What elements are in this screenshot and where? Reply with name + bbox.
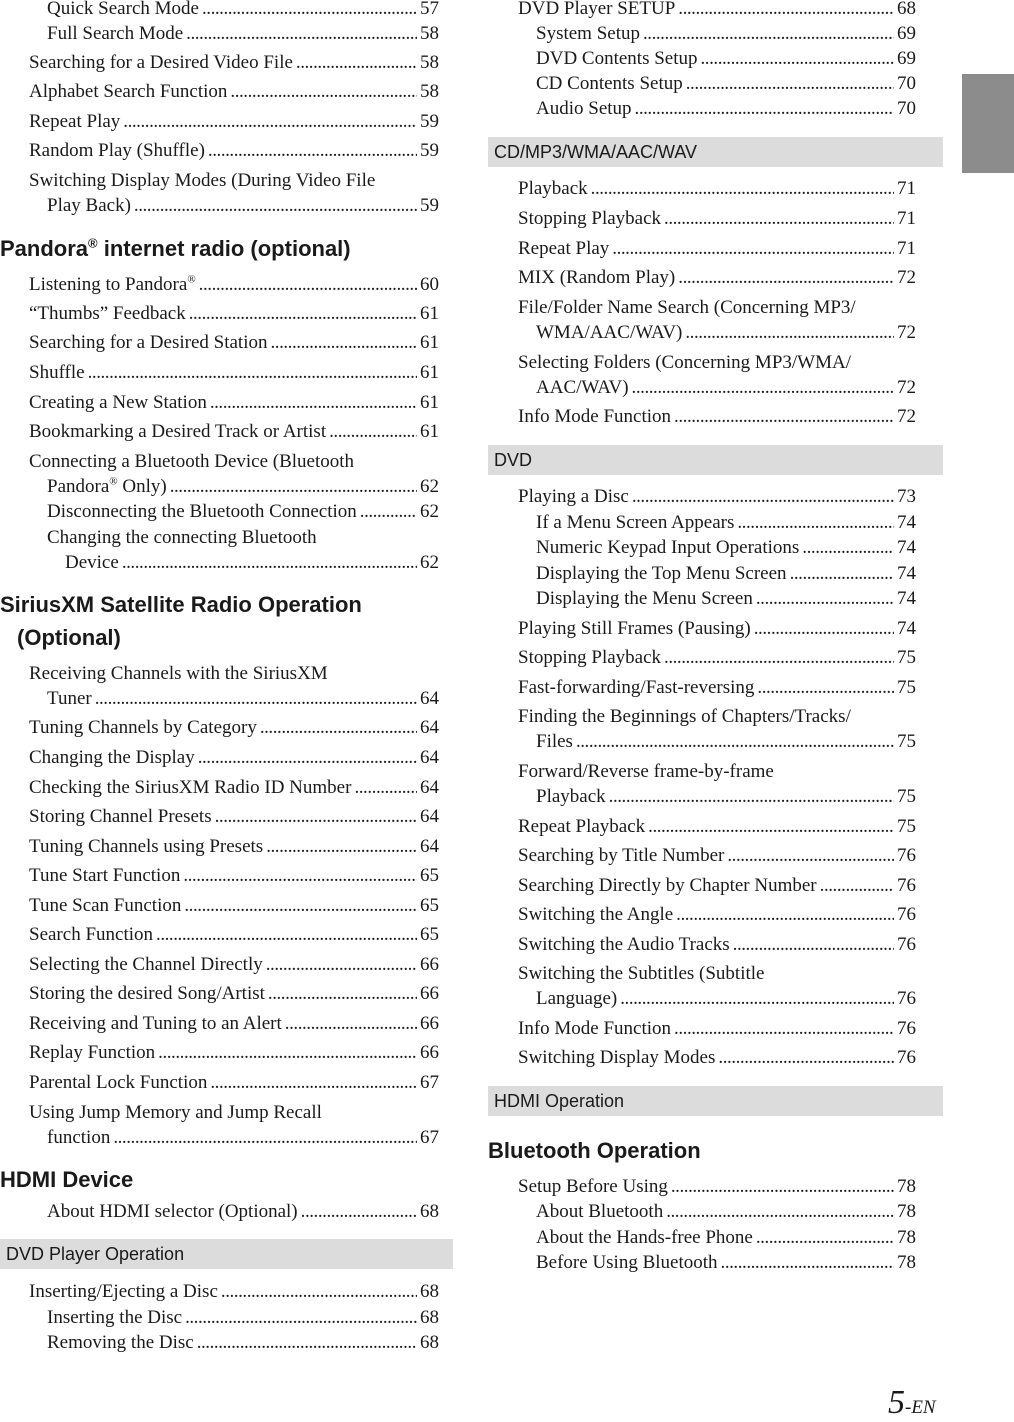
- toc-leader-dots: [123, 109, 417, 134]
- toc-leader-dots: [620, 986, 894, 1011]
- toc-entry-creating-a-new-station[interactable]: [29, 390, 439, 415]
- toc-entry-title: Searching for a Desired Station: [29, 332, 268, 353]
- toc-leader-dots: [170, 474, 417, 499]
- toc-page-number: 62: [420, 552, 439, 573]
- toc-entry-switching-display-modes[interactable]: [518, 1045, 916, 1070]
- toc-entry-title: Displaying the Top Menu Screen: [536, 563, 787, 584]
- toc-leader-dots: [329, 419, 417, 444]
- toc-leader-dots: [95, 686, 417, 711]
- toc-entry-title: Playing a Disc: [518, 486, 629, 507]
- toc-page-number: 65: [420, 924, 439, 945]
- toc-entry-title: Tune Scan Function: [29, 895, 182, 916]
- toc-entry-title: Info Mode Function: [518, 406, 672, 427]
- toc-leader-dots: [591, 176, 894, 201]
- toc-page-number: 62: [420, 501, 439, 522]
- toc-page-number: 74: [897, 537, 916, 558]
- toc-entry-title: “Thumbs” Feedback: [29, 303, 186, 324]
- toc-entry-title: Playing Still Frames (Pausing): [518, 618, 751, 639]
- toc-page-number: 76: [897, 988, 916, 1009]
- toc-entry-title: Storing the desired Song/Artist: [29, 983, 265, 1004]
- toc-entry-about-hdmi-selector-optional[interactable]: [47, 1199, 439, 1224]
- toc-page-number: 70: [897, 73, 916, 94]
- toc-leader-dots: [285, 1011, 417, 1036]
- toc-leader-dots: [612, 236, 894, 261]
- toc-entry-searching-for-a-desired-station[interactable]: [29, 330, 439, 355]
- toc-entry-repeat-play[interactable]: [518, 236, 916, 261]
- toc-page-number: 67: [420, 1072, 439, 1093]
- toc-leader-dots: [122, 550, 417, 575]
- toc-entry-play-back[interactable]: [47, 193, 439, 218]
- toc-entry-title: Switching the Audio Tracks: [518, 934, 730, 955]
- toc-entry-fast-forwarding-fast-reversing[interactable]: [518, 675, 916, 700]
- toc-entry-listening-to-pandora[interactable]: [29, 272, 439, 297]
- toc-entry-random-play-shuffle[interactable]: [29, 138, 439, 163]
- toc-entry-title: Removing the Disc: [47, 1332, 194, 1353]
- toc-entry-title: MIX (Random Play): [518, 267, 676, 288]
- toc-leader-dots: [790, 561, 894, 586]
- toc-page-number: 70: [897, 98, 916, 119]
- toc-entry-title: Tuning Channels by Category: [29, 717, 257, 738]
- toc-entry-displaying-the-menu-screen[interactable]: [536, 586, 916, 611]
- toc-entry-title: Setup Before Using: [518, 1176, 668, 1197]
- toc-leader-dots: [576, 729, 894, 754]
- toc-entry-inserting-the-disc[interactable]: [47, 1305, 439, 1330]
- toc-entry-search-function[interactable]: [29, 922, 439, 947]
- toc-page-number: 61: [420, 332, 439, 353]
- toc-entry-title: Displaying the Menu Screen: [536, 588, 753, 609]
- toc-leader-dots: [189, 301, 417, 326]
- toc-page-number: 73: [897, 486, 916, 507]
- toc-entry-title: Tuner: [47, 688, 92, 709]
- toc-leader-dots: [301, 1199, 417, 1224]
- toc-entry-full-search-mode[interactable]: [47, 21, 439, 46]
- toc-page-number: 71: [897, 238, 916, 259]
- toc-leader-dots: [756, 586, 894, 611]
- toc-entry-info-mode-function[interactable]: [518, 404, 916, 429]
- toc-page-number: 74: [897, 618, 916, 639]
- toc-entry-title: function: [47, 1127, 111, 1148]
- toc-entry-device[interactable]: [65, 550, 439, 575]
- toc-entry-title: Search Function: [29, 924, 154, 945]
- toc-entry-title: Numeric Keypad Input Operations: [536, 537, 800, 558]
- toc-page-number: 59: [420, 195, 439, 216]
- toc-leader-dots: [666, 1199, 894, 1224]
- toc-page-number: 64: [420, 777, 439, 798]
- toc-entry-title: About the Hands-free Phone: [536, 1227, 753, 1248]
- toc-page-number: 68: [897, 0, 916, 19]
- toc-entry-displaying-the-top-menu-screen[interactable]: [536, 561, 916, 586]
- toc-entry-title: Parental Lock Function: [29, 1072, 208, 1093]
- toc-entry-title: Searching Directly by Chapter Number: [518, 875, 817, 896]
- toc-leader-dots: [643, 21, 894, 46]
- toc-entry-title: If a Menu Screen Appears: [536, 512, 735, 533]
- toc-entry-switching-the-angle[interactable]: [518, 902, 916, 927]
- toc-entry-repeat-play[interactable]: [29, 109, 439, 134]
- toc-entry-system-setup[interactable]: [536, 21, 916, 46]
- toc-entry-title: Repeat Play: [518, 238, 610, 259]
- toc-leader-dots: [113, 1125, 417, 1150]
- toc-entry-title: Tuning Channels using Presets: [29, 836, 264, 857]
- toc-leader-dots: [210, 390, 417, 415]
- toc-page-number: 75: [897, 731, 916, 752]
- toc-page-number: 66: [420, 954, 439, 975]
- toc-page-number: 60: [420, 274, 439, 295]
- toc-leader-dots: [676, 902, 894, 927]
- toc-page-number: 69: [897, 48, 916, 69]
- toc-page-number: 76: [897, 845, 916, 866]
- toc-entry-title: DVD Player SETUP: [518, 0, 676, 19]
- toc-page-number: 76: [897, 875, 916, 896]
- toc-entry-title: Files: [536, 731, 573, 752]
- toc-entry-title: Listening to Pandora®: [29, 273, 196, 295]
- toc-page-number: 64: [420, 747, 439, 768]
- toc-leader-dots: [230, 79, 417, 104]
- toc-page-number: 66: [420, 1042, 439, 1063]
- toc-entry-quick-search-mode[interactable]: [47, 0, 439, 21]
- toc-entry-title: Audio Setup: [536, 98, 632, 119]
- toc-leader-dots: [674, 1016, 894, 1041]
- toc-entry-title: Playback: [518, 178, 588, 199]
- toc-entry-line: Changing the connecting Bluetooth: [47, 527, 317, 548]
- toc-page-number: 57: [420, 0, 439, 19]
- toc-entry-title: Full Search Mode: [47, 23, 184, 44]
- toc-entry-title: Stopping Playback: [518, 647, 662, 668]
- toc-entry-wma-aac-wav[interactable]: [536, 320, 916, 345]
- toc-entry-mix-random-play[interactable]: [518, 265, 916, 290]
- toc-entry-bookmarking-a-desired-track-or-artist[interactable]: [29, 419, 439, 444]
- toc-entry-repeat-playback[interactable]: [518, 814, 916, 839]
- toc-page-number: 75: [897, 677, 916, 698]
- section-bar-hdmi-operation: HDMI Operation: [488, 1086, 943, 1116]
- toc-page-number: 74: [897, 588, 916, 609]
- toc-page-number: 58: [420, 23, 439, 44]
- toc-entry-title: Switching the Angle: [518, 904, 674, 925]
- toc-page-number: 64: [420, 836, 439, 857]
- toc-entry-line: Switching the Subtitles (Subtitle: [518, 963, 765, 984]
- toc-entry-title: Info Mode Function: [518, 1018, 672, 1039]
- toc-leader-dots: [685, 320, 894, 345]
- toc-entry-searching-directly-by-chapter-number[interactable]: [518, 873, 916, 898]
- toc-leader-dots: [671, 1174, 894, 1199]
- toc-leader-dots: [197, 1330, 417, 1355]
- toc-entry-if-a-menu-screen-appears[interactable]: [536, 510, 916, 535]
- toc-entry-thumbs-feedback[interactable]: [29, 301, 439, 326]
- toc-page-number: 68: [420, 1332, 439, 1353]
- toc-entry-line: Forward/Reverse frame-by-frame: [518, 761, 774, 782]
- toc-leader-dots: [354, 775, 417, 800]
- toc-page-number: 71: [897, 178, 916, 199]
- toc-page-number: 66: [420, 983, 439, 1004]
- section-heading-hdmi-device: HDMI Device: [0, 1167, 134, 1192]
- toc-page-number: 78: [897, 1227, 916, 1248]
- toc-page-number: 74: [897, 563, 916, 584]
- toc-page-number: 61: [420, 362, 439, 383]
- toc-entry-title: Disconnecting the Bluetooth Connection: [47, 501, 357, 522]
- toc-page-number: 75: [897, 786, 916, 807]
- toc-entry-title: Searching by Title Number: [518, 845, 725, 866]
- toc-entry-title: Before Using Bluetooth: [536, 1252, 718, 1273]
- toc-leader-dots: [221, 1279, 417, 1304]
- toc-leader-dots: [635, 96, 894, 121]
- toc-entry-switching-the-audio-tracks[interactable]: [518, 932, 916, 957]
- toc-page-number: 65: [420, 865, 439, 886]
- toc-leader-dots: [266, 834, 417, 859]
- toc-leader-dots: [185, 1305, 417, 1330]
- toc-page-number: 76: [897, 1047, 916, 1068]
- toc-page-number: 64: [420, 717, 439, 738]
- toc-page-number: 68: [420, 1307, 439, 1328]
- toc-entry-playback[interactable]: [518, 176, 916, 201]
- toc-leader-dots: [215, 804, 417, 829]
- toc-entry-title: Inserting the Disc: [47, 1307, 183, 1328]
- toc-page-number: 78: [897, 1252, 916, 1273]
- toc-leader-dots: [158, 1040, 417, 1065]
- toc-entry-storing-channel-presets[interactable]: [29, 804, 439, 829]
- toc-leader-dots: [721, 1250, 894, 1275]
- toc-entry-inserting-ejecting-a-disc[interactable]: [29, 1279, 439, 1304]
- toc-leader-dots: [202, 0, 417, 21]
- toc-entry-title: Repeat Play: [29, 111, 121, 132]
- toc-entry-title: AAC/WAV): [536, 377, 629, 398]
- toc-leader-dots: [718, 1045, 894, 1070]
- toc-leader-dots: [183, 863, 417, 888]
- toc-entry-title: DVD Contents Setup: [536, 48, 698, 69]
- toc-page-number: 58: [420, 52, 439, 73]
- section-heading-pandora-internet-radio-optional: Pandora® internet radio (optional): [0, 235, 351, 261]
- toc-entry-title: Fast-forwarding/Fast-reversing: [518, 677, 755, 698]
- toc-entry-title: Checking the SiriusXM Radio ID Number: [29, 777, 352, 798]
- toc-leader-dots: [648, 814, 894, 839]
- toc-entry-selecting-the-channel-directly[interactable]: [29, 952, 439, 977]
- toc-entry-title: Random Play (Shuffle): [29, 140, 205, 161]
- toc-page-number: 66: [420, 1013, 439, 1034]
- toc-entry-language[interactable]: [536, 986, 916, 1011]
- toc-leader-dots: [664, 206, 894, 231]
- toc-page-number: 72: [897, 267, 916, 288]
- toc-leader-dots: [757, 675, 894, 700]
- toc-leader-dots: [296, 50, 417, 75]
- toc-leader-dots: [266, 952, 417, 977]
- toc-entry-title: Inserting/Ejecting a Disc: [29, 1281, 218, 1302]
- toc-entry-line: Selecting Folders (Concerning MP3/WMA/: [518, 352, 851, 373]
- toc-entry-stopping-playback[interactable]: [518, 206, 916, 231]
- toc-entry-title: Repeat Playback: [518, 816, 646, 837]
- toc-page-number: 64: [420, 806, 439, 827]
- toc-entry-title: Tune Start Function: [29, 865, 181, 886]
- toc-entry-title: Shuffle: [29, 362, 85, 383]
- toc-entry-title: Language): [536, 988, 618, 1009]
- toc-leader-dots: [756, 1225, 894, 1250]
- toc-entry-title: Bookmarking a Desired Track or Artist: [29, 421, 327, 442]
- toc-page-number: 78: [897, 1201, 916, 1222]
- toc-entry-removing-the-disc[interactable]: [47, 1330, 439, 1355]
- toc-entry-pandora[interactable]: [47, 474, 439, 499]
- toc-leader-dots: [678, 0, 894, 21]
- toc-leader-dots: [199, 272, 417, 297]
- toc-entry-line: Connecting a Bluetooth Device (Bluetooth: [29, 451, 355, 472]
- toc-entry-playback[interactable]: [536, 784, 916, 809]
- toc-page-number: 61: [420, 421, 439, 442]
- toc-leader-dots: [208, 138, 417, 163]
- toc-entry-title: Quick Search Mode: [47, 0, 199, 19]
- toc-entry-title: Storing Channel Presets: [29, 806, 212, 827]
- section-side-tab: [962, 74, 1014, 173]
- toc-entry-aac-wav[interactable]: [536, 375, 916, 400]
- toc-page-number: 68: [420, 1201, 439, 1222]
- toc-entry-line: File/Folder Name Search (Concerning MP3/: [518, 297, 856, 318]
- toc-entry-title: About HDMI selector (Optional): [47, 1201, 298, 1222]
- toc-leader-dots: [156, 922, 417, 947]
- toc-entry-title: Changing the Display: [29, 747, 195, 768]
- toc-leader-dots: [609, 784, 894, 809]
- toc-entry-shuffle[interactable]: [29, 360, 439, 385]
- toc-page-number: 75: [897, 816, 916, 837]
- toc-entry-numeric-keypad-input-operations[interactable]: [536, 535, 916, 560]
- toc-leader-dots: [674, 404, 894, 429]
- toc-entry-dvd-contents-setup[interactable]: [536, 46, 916, 71]
- toc-entry-files[interactable]: [536, 729, 916, 754]
- toc-entry-title: Switching Display Modes: [518, 1047, 716, 1068]
- toc-page-number: 76: [897, 934, 916, 955]
- toc-entry-title: About Bluetooth: [536, 1201, 664, 1222]
- toc-page-number: 76: [897, 1018, 916, 1039]
- toc-leader-dots: [632, 375, 894, 400]
- toc-entry-function[interactable]: [47, 1125, 439, 1150]
- toc-page-number: 59: [420, 140, 439, 161]
- toc-leader-dots: [664, 645, 894, 670]
- toc-leader-dots: [686, 71, 894, 96]
- section-heading-optional: (Optional): [17, 625, 121, 650]
- toc-entry-title: Playback: [536, 786, 606, 807]
- toc-leader-dots: [260, 715, 417, 740]
- toc-entry-title: CD Contents Setup: [536, 73, 683, 94]
- toc-leader-dots: [270, 330, 417, 355]
- toc-entry-before-using-bluetooth[interactable]: [536, 1250, 916, 1275]
- toc-page-number: 62: [420, 476, 439, 497]
- toc-entry-searching-by-title-number[interactable]: [518, 843, 916, 868]
- toc-leader-dots: [727, 843, 894, 868]
- toc-entry-title: Selecting the Channel Directly: [29, 954, 263, 975]
- section-bar-dvd-player-operation: DVD Player Operation: [0, 1239, 453, 1269]
- toc-entry-changing-the-display[interactable]: [29, 745, 439, 770]
- section-heading-bluetooth-operation: Bluetooth Operation: [488, 1138, 701, 1163]
- toc-entry-checking-the-siriusxm-radio-id-number[interactable]: [29, 775, 439, 800]
- toc-page-number: 67: [420, 1127, 439, 1148]
- toc-leader-dots: [198, 745, 417, 770]
- toc-entry-cd-contents-setup[interactable]: [536, 71, 916, 96]
- toc-page-number: 64: [420, 688, 439, 709]
- toc-page-number: 71: [897, 208, 916, 229]
- toc-entry-disconnecting-the-bluetooth-connection[interactable]: [47, 499, 439, 524]
- toc-entry-title: Play Back): [47, 195, 131, 216]
- toc-leader-dots: [210, 1070, 417, 1095]
- toc-entry-alphabet-search-function[interactable]: [29, 79, 439, 104]
- toc-entry-title: Alphabet Search Function: [29, 81, 228, 102]
- toc-entry-title: Receiving and Tuning to an Alert: [29, 1013, 282, 1034]
- toc-page-number: 72: [897, 406, 916, 427]
- toc-entry-tune-scan-function[interactable]: [29, 893, 439, 918]
- toc-leader-dots: [134, 193, 417, 218]
- toc-entry-title: Replay Function: [29, 1042, 156, 1063]
- toc-page-number: 68: [420, 1281, 439, 1302]
- toc-entry-title: WMA/AAC/WAV): [536, 322, 683, 343]
- toc-entry-title: Stopping Playback: [518, 208, 662, 229]
- toc-page-number: 61: [420, 303, 439, 324]
- toc-entry-line: Receiving Channels with the SiriusXM: [29, 663, 328, 684]
- toc-leader-dots: [184, 893, 417, 918]
- toc-entry-replay-function[interactable]: [29, 1040, 439, 1065]
- toc-entry-info-mode-function[interactable]: [518, 1016, 916, 1041]
- toc-entry-setup-before-using[interactable]: [518, 1174, 916, 1199]
- toc-entry-storing-the-desired-song-artist[interactable]: [29, 981, 439, 1006]
- toc-entry-audio-setup[interactable]: [536, 96, 916, 121]
- toc-page-number: 72: [897, 322, 916, 343]
- toc-entry-dvd-player-setup[interactable]: [518, 0, 916, 21]
- toc-leader-dots: [737, 510, 894, 535]
- toc-entry-line: Switching Display Modes (During Video File: [29, 170, 376, 191]
- toc-leader-dots: [701, 46, 895, 71]
- toc-entry-playing-a-disc[interactable]: [518, 484, 916, 509]
- toc-page-number: 59: [420, 111, 439, 132]
- toc-entry-title: Pandora® Only): [47, 475, 167, 497]
- section-heading-siriusxm-satellite-radio-operation: SiriusXM Satellite Radio Operation: [0, 592, 362, 617]
- page-number: 5-EN: [888, 1384, 936, 1421]
- toc-entry-title: Searching for a Desired Video File: [29, 52, 293, 73]
- toc-entry-tuning-channels-using-presets[interactable]: [29, 834, 439, 859]
- toc-entry-tune-start-function[interactable]: [29, 863, 439, 888]
- toc-entry-title: Device: [65, 552, 119, 573]
- toc-leader-dots: [802, 535, 894, 560]
- toc-entry-about-the-hands-free-phone[interactable]: [536, 1225, 916, 1250]
- toc-entry-stopping-playback[interactable]: [518, 645, 916, 670]
- toc-entry-line: Finding the Beginnings of Chapters/Tracks/: [518, 706, 851, 727]
- toc-entry-title: Creating a New Station: [29, 392, 207, 413]
- toc-page-number: 75: [897, 647, 916, 668]
- toc-entry-title: System Setup: [536, 23, 640, 44]
- toc-page-number: 65: [420, 895, 439, 916]
- toc-entry-line: Using Jump Memory and Jump Recall: [29, 1102, 322, 1123]
- toc-entry-parental-lock-function[interactable]: [29, 1070, 439, 1095]
- section-bar-cd-mp3-wma-aac-wav: CD/MP3/WMA/AAC/WAV: [488, 137, 943, 167]
- toc-leader-dots: [820, 873, 894, 898]
- toc-page-number: 72: [897, 377, 916, 398]
- toc-page-number: 69: [897, 23, 916, 44]
- section-bar-dvd: DVD: [488, 445, 943, 475]
- toc-entry-searching-for-a-desired-video-file[interactable]: [29, 50, 439, 75]
- toc-leader-dots: [360, 499, 417, 524]
- toc-entry-about-bluetooth[interactable]: [536, 1199, 916, 1224]
- toc-leader-dots: [268, 981, 417, 1006]
- toc-page-number: 74: [897, 512, 916, 533]
- toc-leader-dots: [678, 265, 894, 290]
- toc-leader-dots: [632, 484, 894, 509]
- toc-entry-playing-still-frames-pausing[interactable]: [518, 616, 916, 641]
- toc-entry-tuning-channels-by-category[interactable]: [29, 715, 439, 740]
- toc-entry-receiving-and-tuning-to-an-alert[interactable]: [29, 1011, 439, 1036]
- toc-leader-dots: [88, 360, 417, 385]
- toc-entry-tuner[interactable]: [47, 686, 439, 711]
- toc-leader-dots: [733, 932, 894, 957]
- toc-page-number: 61: [420, 392, 439, 413]
- toc-leader-dots: [754, 616, 894, 641]
- toc-leader-dots: [186, 21, 417, 46]
- toc-page-number: 76: [897, 904, 916, 925]
- toc-page-number: 58: [420, 81, 439, 102]
- toc-page-number: 78: [897, 1176, 916, 1197]
